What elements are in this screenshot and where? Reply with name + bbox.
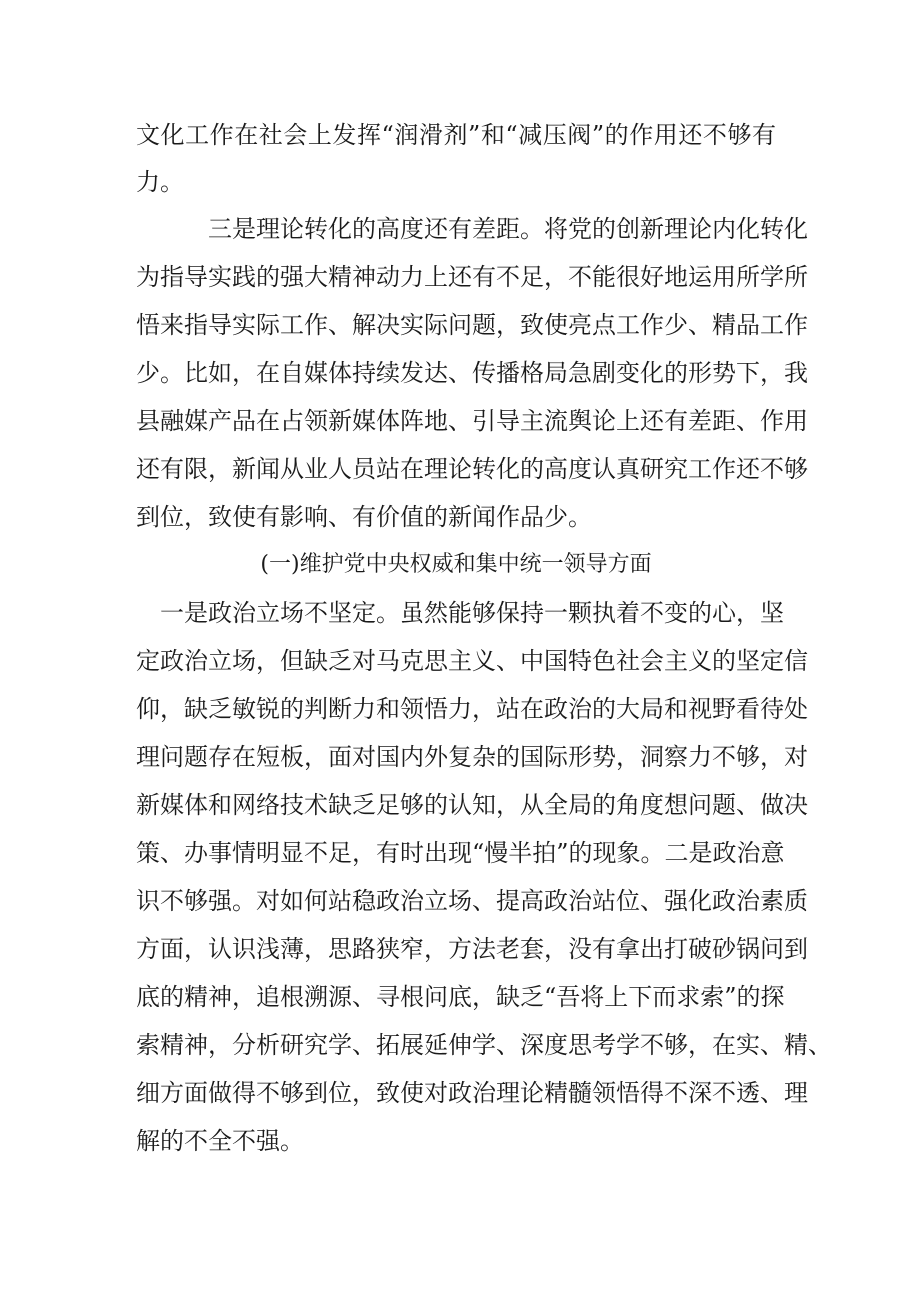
paragraph-1-line-1: 文化工作在社会上发挥“润滑剂”和“减压阀”的作用还不够有 bbox=[136, 121, 776, 149]
paragraph-3-line-10: 索精神，分析研究学、拓展延伸学、深度思考学不够，在实、精、 bbox=[136, 1031, 832, 1059]
section-heading: (一)维护党中央权威和集中统一领导方面 bbox=[260, 552, 652, 577]
paragraph-3-line-4: 理问题存在短板，面对国内外复杂的国际形势，洞察力不够，对 bbox=[136, 743, 808, 771]
paragraph-2-line-1: 三是理论转化的高度还有差距。将党的创新理论内化转化 bbox=[208, 215, 808, 243]
paragraph-3-line-8: 方面，认识浅薄，思路狭窄，方法老套，没有拿出打破砂锅问到 bbox=[136, 935, 808, 963]
paragraph-2-line-6: 还有限，新闻从业人员站在理论转化的高度认真研究工作还不够 bbox=[136, 455, 808, 483]
paragraph-2-line-7: 到位，致使有影响、有价值的新闻作品少。 bbox=[136, 503, 592, 531]
paragraph-3-line-11: 细方面做得不够到位，致使对政治理论精髓领悟得不深不透、理 bbox=[136, 1079, 808, 1107]
paragraph-3-line-3: 仰，缺乏敏锐的判断力和领悟力，站在政治的大局和视野看待处 bbox=[136, 695, 808, 723]
paragraph-2-line-5: 县融媒产品在占领新媒体阵地、引导主流舆论上还有差距、作用 bbox=[136, 407, 808, 435]
paragraph-3-line-12: 解的不全不强。 bbox=[136, 1127, 304, 1155]
paragraph-2-line-4: 少。比如，在自媒体持续发达、传播格局急剧变化的形势下，我 bbox=[136, 359, 808, 387]
paragraph-2-line-3: 悟来指导实际工作、解决实际问题，致使亮点工作少、精品工作 bbox=[136, 311, 808, 339]
paragraph-3-line-7: 识不够强。对如何站稳政治立场、提高政治站位、强化政治素质 bbox=[136, 887, 808, 915]
paragraph-3-line-5: 新媒体和网络技术缺乏足够的认知，从全局的角度想问题、做决 bbox=[136, 791, 808, 819]
paragraph-3-line-9: 底的精神，追根溯源、寻根问底，缺乏“吾将上下而求索”的探 bbox=[136, 983, 785, 1011]
paragraph-2-line-2: 为指导实践的强大精神动力上还有不足，不能很好地运用所学所 bbox=[136, 263, 808, 291]
paragraph-3-line-1: 一是政治立场不坚定。虽然能够保持一颗执着不变的心，坚 bbox=[160, 599, 784, 627]
paragraph-1-line-2: 力。 bbox=[136, 168, 184, 196]
paragraph-3-line-6: 策、办事情明显不足，有时出现“慢半拍”的现象。二是政治意 bbox=[136, 839, 785, 867]
paragraph-3-line-2: 定政治立场，但缺乏对马克思主义、中国特色社会主义的坚定信 bbox=[136, 647, 808, 675]
